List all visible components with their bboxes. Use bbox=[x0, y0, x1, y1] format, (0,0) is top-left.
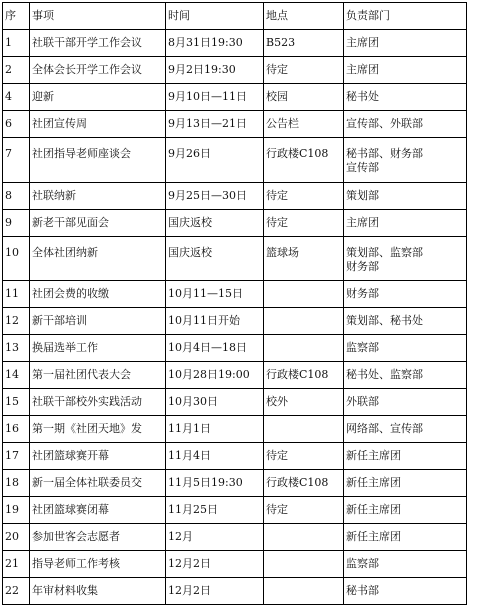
cell-location bbox=[264, 335, 344, 362]
cell-item-name: 参加世客会志愿者 bbox=[30, 524, 166, 551]
cell-department bbox=[344, 57, 467, 84]
department-line: 网络部、宣传部 bbox=[346, 422, 423, 435]
cell-department bbox=[344, 138, 467, 183]
cell-time: 9月25日—30日 bbox=[166, 183, 264, 210]
cell-item-name: 社联干部校外实践活动 bbox=[30, 389, 166, 416]
cell-time: 8月31日19:30 bbox=[166, 30, 264, 57]
cell-row-number: 18 bbox=[3, 470, 30, 497]
cell-time: 10月4日—18日 bbox=[166, 335, 264, 362]
table-row bbox=[3, 524, 467, 551]
department-line: 新任主席团 bbox=[346, 476, 401, 489]
cell-department bbox=[344, 497, 467, 524]
cell-department bbox=[344, 183, 467, 210]
cell-time: 12月2日 bbox=[166, 551, 264, 578]
cell-department bbox=[344, 470, 467, 497]
cell-row-number: 2 bbox=[3, 57, 30, 84]
table-row bbox=[3, 84, 467, 111]
department-line: 监察部 bbox=[346, 557, 379, 570]
department-line: 秘书处、监察部 bbox=[346, 368, 423, 381]
cell-location: 待定 bbox=[264, 183, 344, 210]
department-line: 主席团 bbox=[346, 36, 379, 49]
cell-item-name: 指导老师工作考核 bbox=[30, 551, 166, 578]
cell-row-number: 10 bbox=[3, 237, 30, 281]
cell-department bbox=[344, 30, 467, 57]
department-line: 财务部 bbox=[346, 287, 379, 300]
cell-time: 12月2日 bbox=[166, 578, 264, 605]
cell-row-number: 7 bbox=[3, 138, 30, 183]
table-row bbox=[3, 362, 467, 389]
schedule-table-body bbox=[3, 3, 467, 605]
cell-location bbox=[264, 416, 344, 443]
cell-department bbox=[344, 362, 467, 389]
table-row bbox=[3, 335, 467, 362]
table-row bbox=[3, 183, 467, 210]
cell-location: 校园 bbox=[264, 84, 344, 111]
cell-time: 11月1日 bbox=[166, 416, 264, 443]
cell-department bbox=[344, 389, 467, 416]
cell-location: 待定 bbox=[264, 57, 344, 84]
cell-row-number: 15 bbox=[3, 389, 30, 416]
cell-row-number: 14 bbox=[3, 362, 30, 389]
cell-location bbox=[264, 308, 344, 335]
table-row bbox=[3, 551, 467, 578]
cell-item-name: 年审材料收集 bbox=[30, 578, 166, 605]
cell-location: 篮球场 bbox=[264, 237, 344, 281]
cell-item-name: 社团指导老师座谈会 bbox=[30, 138, 166, 183]
cell-time: 10月28日19:00 bbox=[166, 362, 264, 389]
cell-location: 行政楼C108 bbox=[264, 362, 344, 389]
header-time: 时间 bbox=[166, 3, 264, 30]
cell-row-number: 9 bbox=[3, 210, 30, 237]
table-row bbox=[3, 416, 467, 443]
cell-location: 校外 bbox=[264, 389, 344, 416]
cell-row-number: 6 bbox=[3, 111, 30, 138]
cell-item-name: 第一期《社团天地》发 bbox=[30, 416, 166, 443]
cell-time: 9月10日—11日 bbox=[166, 84, 264, 111]
table-row bbox=[3, 57, 467, 84]
cell-time: 9月2日19:30 bbox=[166, 57, 264, 84]
table-row bbox=[3, 210, 467, 237]
cell-department bbox=[344, 578, 467, 605]
header-department: 负责部门 bbox=[344, 3, 467, 30]
cell-time: 10月11日开始 bbox=[166, 308, 264, 335]
department-line: 新任主席团 bbox=[346, 530, 401, 543]
cell-row-number: 4 bbox=[3, 84, 30, 111]
cell-item-name: 社团篮球赛闭幕 bbox=[30, 497, 166, 524]
table-row bbox=[3, 497, 467, 524]
cell-department bbox=[344, 111, 467, 138]
cell-row-number: 17 bbox=[3, 443, 30, 470]
cell-time: 11月5日19:30 bbox=[166, 470, 264, 497]
cell-item-name: 社团会费的收缴 bbox=[30, 281, 166, 308]
schedule-table bbox=[2, 2, 467, 605]
cell-location: 待定 bbox=[264, 497, 344, 524]
cell-time: 11月25日 bbox=[166, 497, 264, 524]
department-line: 策划部、秘书处 bbox=[346, 314, 423, 327]
department-line: 监察部 bbox=[346, 341, 379, 354]
cell-time: 12月 bbox=[166, 524, 264, 551]
cell-row-number: 12 bbox=[3, 308, 30, 335]
cell-row-number: 11 bbox=[3, 281, 30, 308]
cell-department bbox=[344, 443, 467, 470]
cell-department bbox=[344, 551, 467, 578]
cell-item-name: 社团宣传周 bbox=[30, 111, 166, 138]
cell-location: 行政楼C108 bbox=[264, 470, 344, 497]
cell-location: 待定 bbox=[264, 443, 344, 470]
table-row bbox=[3, 30, 467, 57]
cell-location bbox=[264, 524, 344, 551]
cell-time: 10月11—15日 bbox=[166, 281, 264, 308]
department-line: 秘书部 bbox=[346, 584, 379, 597]
cell-location: 行政楼C108 bbox=[264, 138, 344, 183]
header-location: 地点 bbox=[264, 3, 344, 30]
cell-item-name: 全体社团纳新 bbox=[30, 237, 166, 281]
cell-location: B523 bbox=[264, 30, 344, 57]
cell-department bbox=[344, 524, 467, 551]
cell-time: 9月26日 bbox=[166, 138, 264, 183]
cell-department bbox=[344, 237, 467, 281]
cell-department bbox=[344, 281, 467, 308]
table-row bbox=[3, 389, 467, 416]
department-line: 新任主席团 bbox=[346, 503, 401, 516]
table-row bbox=[3, 281, 467, 308]
cell-location: 待定 bbox=[264, 210, 344, 237]
cell-time: 国庆返校 bbox=[166, 210, 264, 237]
department-line: 外联部 bbox=[346, 395, 379, 408]
cell-time: 10月30日 bbox=[166, 389, 264, 416]
cell-row-number: 19 bbox=[3, 497, 30, 524]
cell-department bbox=[344, 210, 467, 237]
cell-time: 国庆返校 bbox=[166, 237, 264, 281]
cell-row-number: 21 bbox=[3, 551, 30, 578]
cell-item-name: 新一届全体社联委员交 bbox=[30, 470, 166, 497]
department-line: 财务部 bbox=[346, 260, 379, 273]
cell-department bbox=[344, 84, 467, 111]
department-line: 新任主席团 bbox=[346, 449, 401, 462]
header-row-number: 序 bbox=[3, 3, 30, 30]
cell-item-name: 社联干部开学工作会议 bbox=[30, 30, 166, 57]
department-line: 策划部、监察部 bbox=[346, 246, 423, 259]
cell-item-name: 社团篮球赛开幕 bbox=[30, 443, 166, 470]
department-line: 策划部 bbox=[346, 189, 379, 202]
cell-location bbox=[264, 551, 344, 578]
cell-row-number: 8 bbox=[3, 183, 30, 210]
cell-row-number: 22 bbox=[3, 578, 30, 605]
cell-time: 11月4日 bbox=[166, 443, 264, 470]
table-row bbox=[3, 237, 467, 281]
table-row bbox=[3, 470, 467, 497]
cell-location: 公告栏 bbox=[264, 111, 344, 138]
cell-row-number: 1 bbox=[3, 30, 30, 57]
cell-item-name: 换届选举工作 bbox=[30, 335, 166, 362]
cell-item-name: 第一届社团代表大会 bbox=[30, 362, 166, 389]
header-row bbox=[3, 3, 467, 30]
cell-item-name: 新干部培训 bbox=[30, 308, 166, 335]
cell-department bbox=[344, 308, 467, 335]
table-row bbox=[3, 138, 467, 183]
cell-time: 9月13日—21日 bbox=[166, 111, 264, 138]
department-line: 宣传部、外联部 bbox=[346, 117, 423, 130]
cell-item-name: 新老干部见面会 bbox=[30, 210, 166, 237]
cell-row-number: 13 bbox=[3, 335, 30, 362]
cell-item-name: 全体会长开学工作会议 bbox=[30, 57, 166, 84]
header-item-name: 事项 bbox=[30, 3, 166, 30]
department-line: 秘书处 bbox=[346, 90, 379, 103]
cell-item-name: 社联纳新 bbox=[30, 183, 166, 210]
table-row bbox=[3, 308, 467, 335]
cell-row-number: 16 bbox=[3, 416, 30, 443]
department-line: 主席团 bbox=[346, 63, 379, 76]
cell-row-number: 20 bbox=[3, 524, 30, 551]
cell-item-name: 迎新 bbox=[30, 84, 166, 111]
table-row bbox=[3, 443, 467, 470]
department-line: 主席团 bbox=[346, 216, 379, 229]
table-row bbox=[3, 111, 467, 138]
cell-department bbox=[344, 416, 467, 443]
table-row bbox=[3, 578, 467, 605]
cell-location bbox=[264, 578, 344, 605]
department-line: 宣传部 bbox=[346, 161, 379, 174]
cell-location bbox=[264, 281, 344, 308]
cell-department bbox=[344, 335, 467, 362]
department-line: 秘书部、财务部 bbox=[346, 147, 423, 160]
